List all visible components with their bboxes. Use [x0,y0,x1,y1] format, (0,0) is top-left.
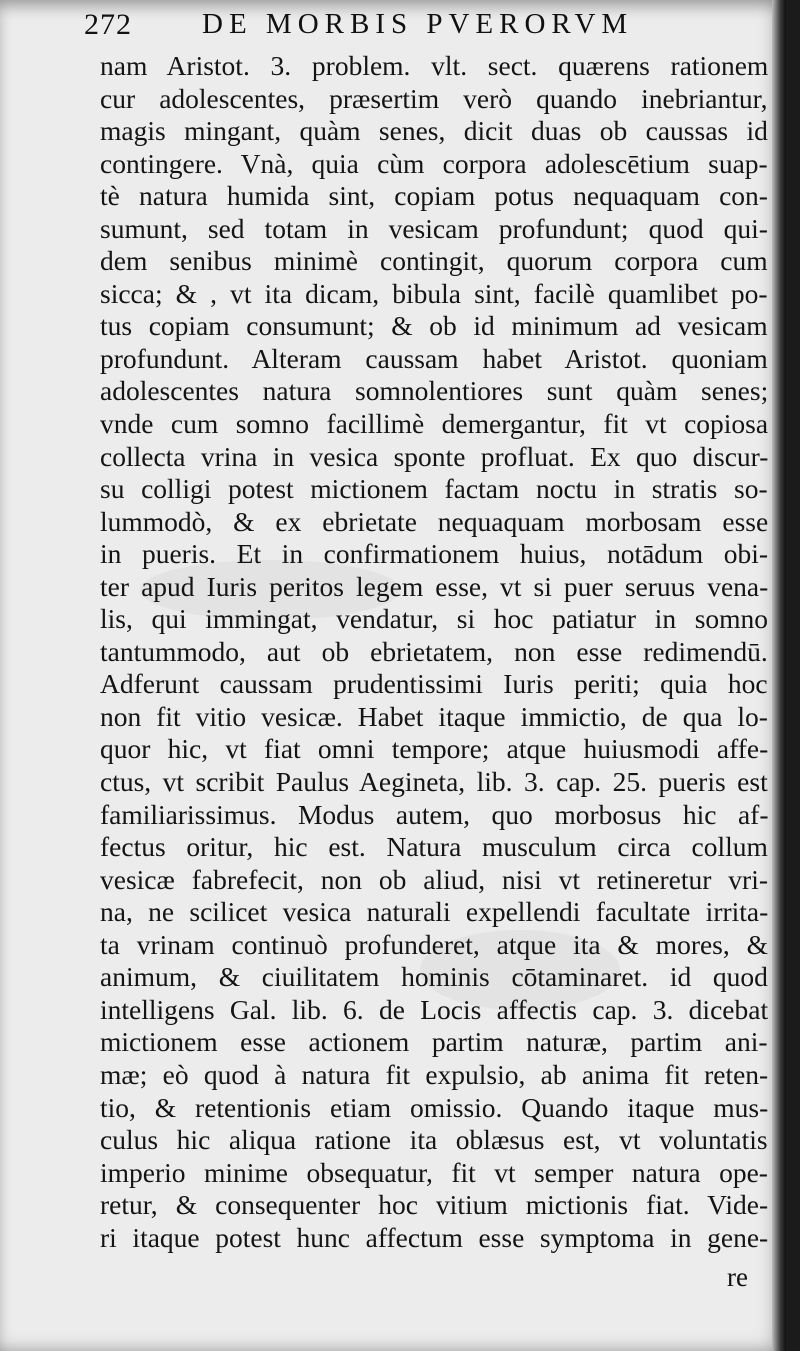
page-edge-shadow [772,0,786,1351]
body-text [100,50,768,1254]
text-line: ctus, vt scribit Paulus Aegineta, lib. 3. cap. 25. pueris est [100,766,768,798]
text-line: profundunt. Alteram caussam habet Aristot. quoniam [100,342,768,374]
text-line: quor hic, vt fiat omni tempore; atque huiusmodi affe- [100,733,769,765]
text-line: tio, & retentionis etiam omissio. Quando itaque mus- [100,1091,769,1123]
text-line: magis mingant, quàm senes, dicit duas ob caussas id [100,115,768,147]
text-line: animum, & ciuilitatem hominis cōtaminaret. id quod [100,961,768,993]
text-line: retur, & consequenter hoc vitium mictionis fiat. Vide- [100,1189,769,1221]
page-number: 272 [84,8,132,41]
text-line: tantummodo, aut ob ebrietatem, non esse redimendū. [100,635,768,667]
text-line: dem senibus minimè contingit, quorum corpora cum [100,245,768,277]
text-line: sumunt, sed totam in vesicam profundunt; quod qui- [100,212,768,244]
page-header [84,4,746,48]
text-line: intelligens Gal. lib. 6. de Locis affectis cap. 3. dicebat [100,993,769,1025]
text-line: fectus oritur, hic est. Natura musculum circa collum [100,831,768,863]
text-line: collecta vrina in vesica sponte profluat. Ex quo discur- [100,440,769,472]
text-line: sicca; & , vt ita dicam, bibula sint, facilè quamlibet po- [100,277,768,309]
text-line: nam Aristot. 3. problem. vlt. sect. quærens rationem [100,50,769,81]
text-line: na, ne scilicet vesica naturali expellendi facultate irrita- [100,896,769,928]
text-line: vesicæ fabrefecit, non ob aliud, nisi vt retineretur vri- [100,863,769,895]
text-line: non fit vitio vesicæ. Habet itaque immictio, de qua lo- [100,700,768,732]
text-line: ter apud Iuris peritos legem esse, vt si puer seruus vena- [100,570,769,602]
text-line: ri itaque potest hunc affectum esse symptoma in gene- [100,1221,769,1253]
text-line: in pueris. Et in confirmationem huius, notādum obi- [100,538,769,570]
text-line: cur adolescentes, præsertim verò quando inebriantur, [100,82,768,114]
text-line: mæ; eò quod à natura fit expulsio, ab anima fit reten- [100,1058,769,1090]
text-line: Adferunt caussam prudentissimi Iuris periti; quia hoc [100,668,768,700]
text-line: contingere. Vnà, quia cùm corpora adolescētium suap- [100,147,768,179]
running-head: DE MORBIS PVERORVM [202,8,634,40]
text-line: su colligi potest mictionem factam noctu in stratis so- [100,473,768,505]
text-line: familiarissimus. Modus autem, quo morbosus hic af- [100,798,769,830]
text-line: tus copiam consumunt; & ob id minimum ad vesicam [100,310,768,342]
text-line: vnde cum somno facillimè demergantur, fit vt copiosa [100,408,769,440]
catchword: re [727,1262,748,1292]
text-line: adolescentes natura somnolentiores sunt quàm senes; [100,375,769,407]
text-line: mictionem esse actionem partim naturæ, partim ani- [100,1026,768,1058]
text-line: lummodò, & ex ebrietate nequaquam morbosam esse [100,505,769,537]
text-line: culus hic aliqua ratione ita oblæsus est, vt voluntatis [100,1124,768,1156]
text-line: tè natura humida sint, copiam potus nequaquam con- [100,180,768,212]
text-line: lis, qui immingat, vendatur, si hoc patiatur in somno [100,603,769,635]
text-line: imperio minime obsequatur, fit vt semper natura ope- [100,1156,768,1188]
text-line: ta vrinam continuò profunderet, atque ita & mores, & [100,928,769,960]
